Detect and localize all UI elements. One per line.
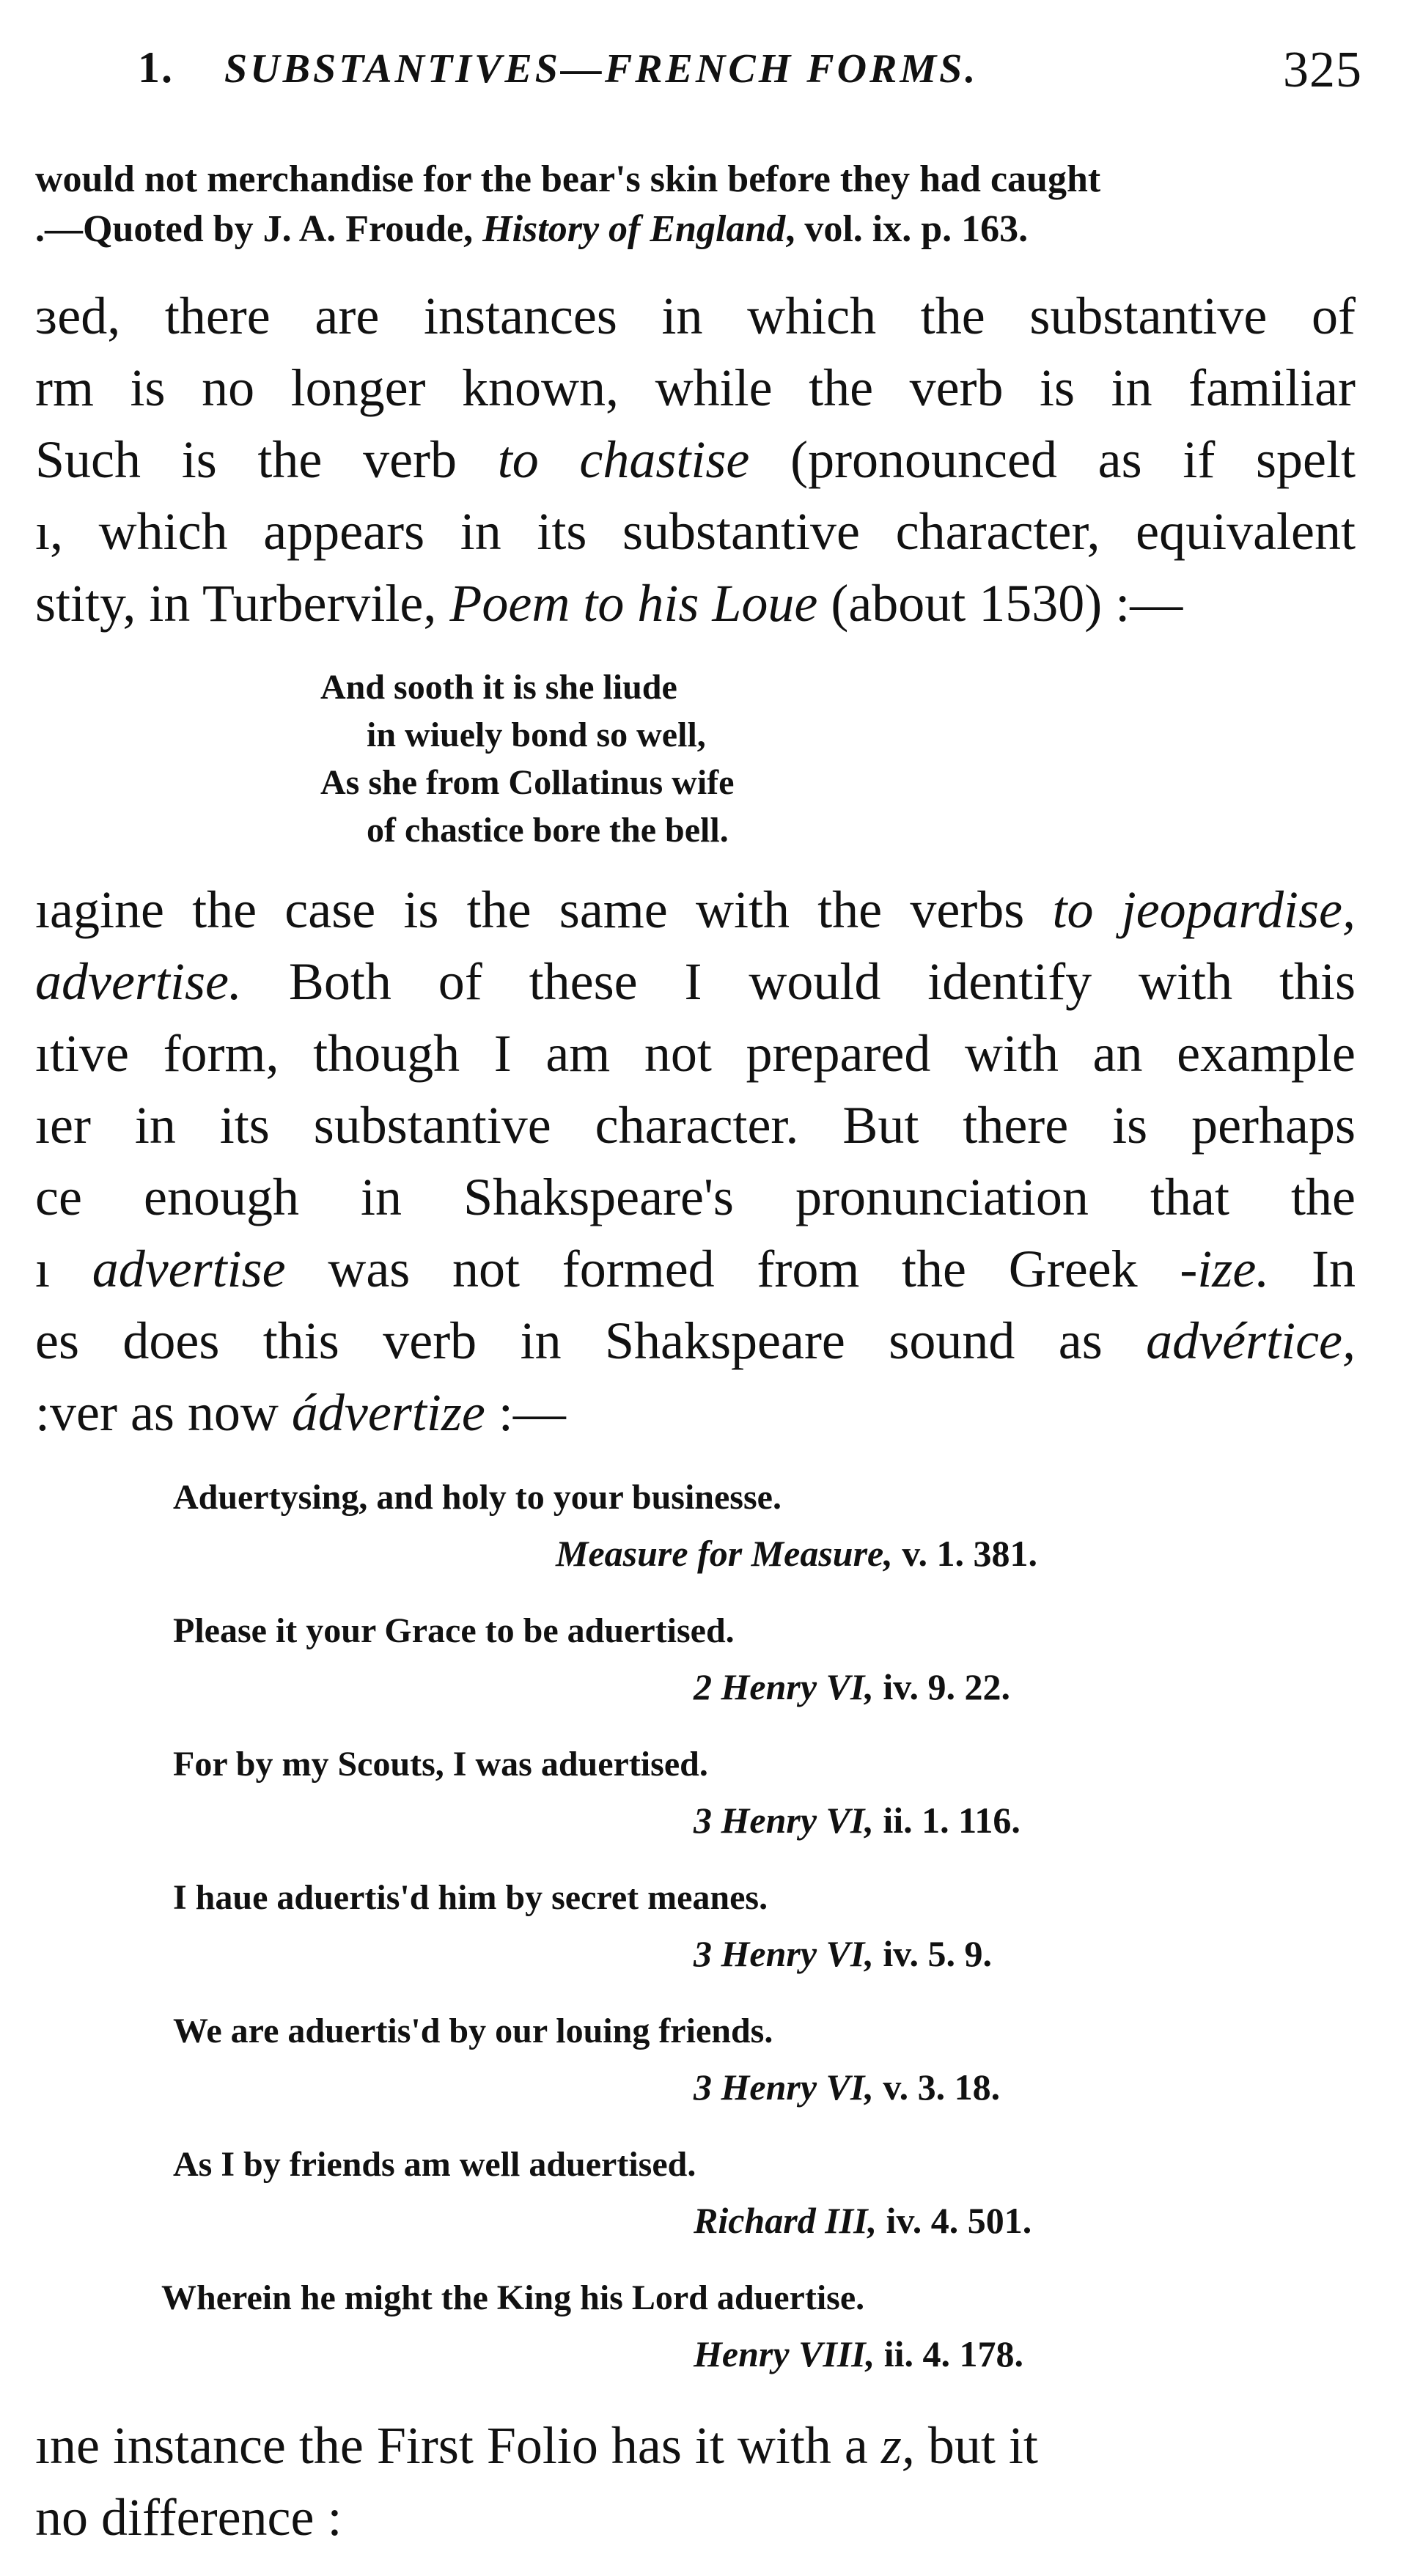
- quote-line-2: .—Quoted by J. A. Froude, History of England, vol. ix. p. 163.: [35, 208, 1029, 250]
- para2-line-7: es does this verb in Shakspeare sound as advértice,: [35, 1311, 1356, 1370]
- page-number: 325: [1283, 42, 1362, 98]
- citation-text-5: We are aduertis'd by our louing friends.: [173, 2012, 773, 2050]
- poem-line-3: As she from Collatinus wife: [320, 763, 735, 802]
- chapter-number: 1.: [138, 43, 174, 92]
- para2-line-2: advertise. Both of these I would identify with this: [35, 952, 1356, 1011]
- para1-line-5: stity, in Turbervile, Poem to his Loue (about 1530) :—: [35, 574, 1183, 633]
- para1-line-1: ɜed, there are instances in which the substantive of: [35, 287, 1356, 345]
- citation-text-1: Aduertysing, and holy to your businesse.: [173, 1478, 782, 1517]
- para2-line-3: ıtive form, though I am not prepared with an example: [35, 1024, 1356, 1083]
- para1-line-2: rm is no longer known, while the verb is in familiar: [35, 358, 1356, 417]
- citation-ref-4: 3 Henry VI, iv. 5. 9.: [694, 1933, 992, 1974]
- quote-line-1: would not merchandise for the bear's skin before they had caught: [35, 158, 1101, 200]
- para2-line-6: ı advertise was not formed from the Greek -ize. In: [35, 1240, 1356, 1298]
- running-title: SUBSTANTIVES—FRENCH FORMS.: [224, 46, 979, 92]
- para1-line-3: Such is the verb to chastise (pronounced as if spelt: [35, 430, 1356, 489]
- para2-line-4: ıer in its substantive character. But there is perhaps: [35, 1096, 1356, 1155]
- poem-line-4: of chastice bore the bell.: [367, 811, 729, 850]
- citation-ref-7: Henry VIII, ii. 4. 178.: [694, 2333, 1024, 2374]
- citation-ref-3: 3 Henry VI, ii. 1. 116.: [694, 1800, 1021, 1841]
- citation-ref-1: Measure for Measure, v. 1. 381.: [556, 1533, 1037, 1574]
- para3-line-2: no difference :: [35, 2488, 342, 2547]
- poem-line-2: in wiuely bond so well,: [367, 715, 706, 754]
- citation-text-4: I haue aduertis'd him by secret meanes.: [173, 1878, 768, 1917]
- citation-text-3: For by my Scouts, I was aduertised.: [173, 1745, 708, 1784]
- para3-line-1: ıne instance the First Folio has it with a z, but it: [35, 2416, 1038, 2475]
- citation-text-6: As I by friends am well aduertised.: [173, 2145, 696, 2184]
- poem-line-1: And sooth it is she liude: [320, 668, 677, 707]
- citation-text-7: Wherein he might the King his Lord aduertise.: [161, 2278, 865, 2317]
- running-header: [138, 35, 1362, 108]
- para1-line-4: ı, which appears in its substantive character, equivalent: [35, 502, 1356, 561]
- para2-line-1: ıagine the case is the same with the verbs to jeopardise,: [35, 880, 1356, 939]
- work-title: History of England: [482, 208, 786, 250]
- para2-line-5: ce enough in Shakspeare's pronunciation that the: [35, 1168, 1356, 1226]
- para2-line-8: :ver as now ádvertize :—: [35, 1383, 566, 1442]
- citation-ref-6: Richard III, iv. 4. 501.: [694, 2200, 1032, 2241]
- citation-ref-5: 3 Henry VI, v. 3. 18.: [694, 2067, 1001, 2108]
- citation-ref-2: 2 Henry VI, iv. 9. 22.: [694, 1666, 1010, 1707]
- citation-text-2: Please it your Grace to be aduertised.: [173, 1611, 735, 1650]
